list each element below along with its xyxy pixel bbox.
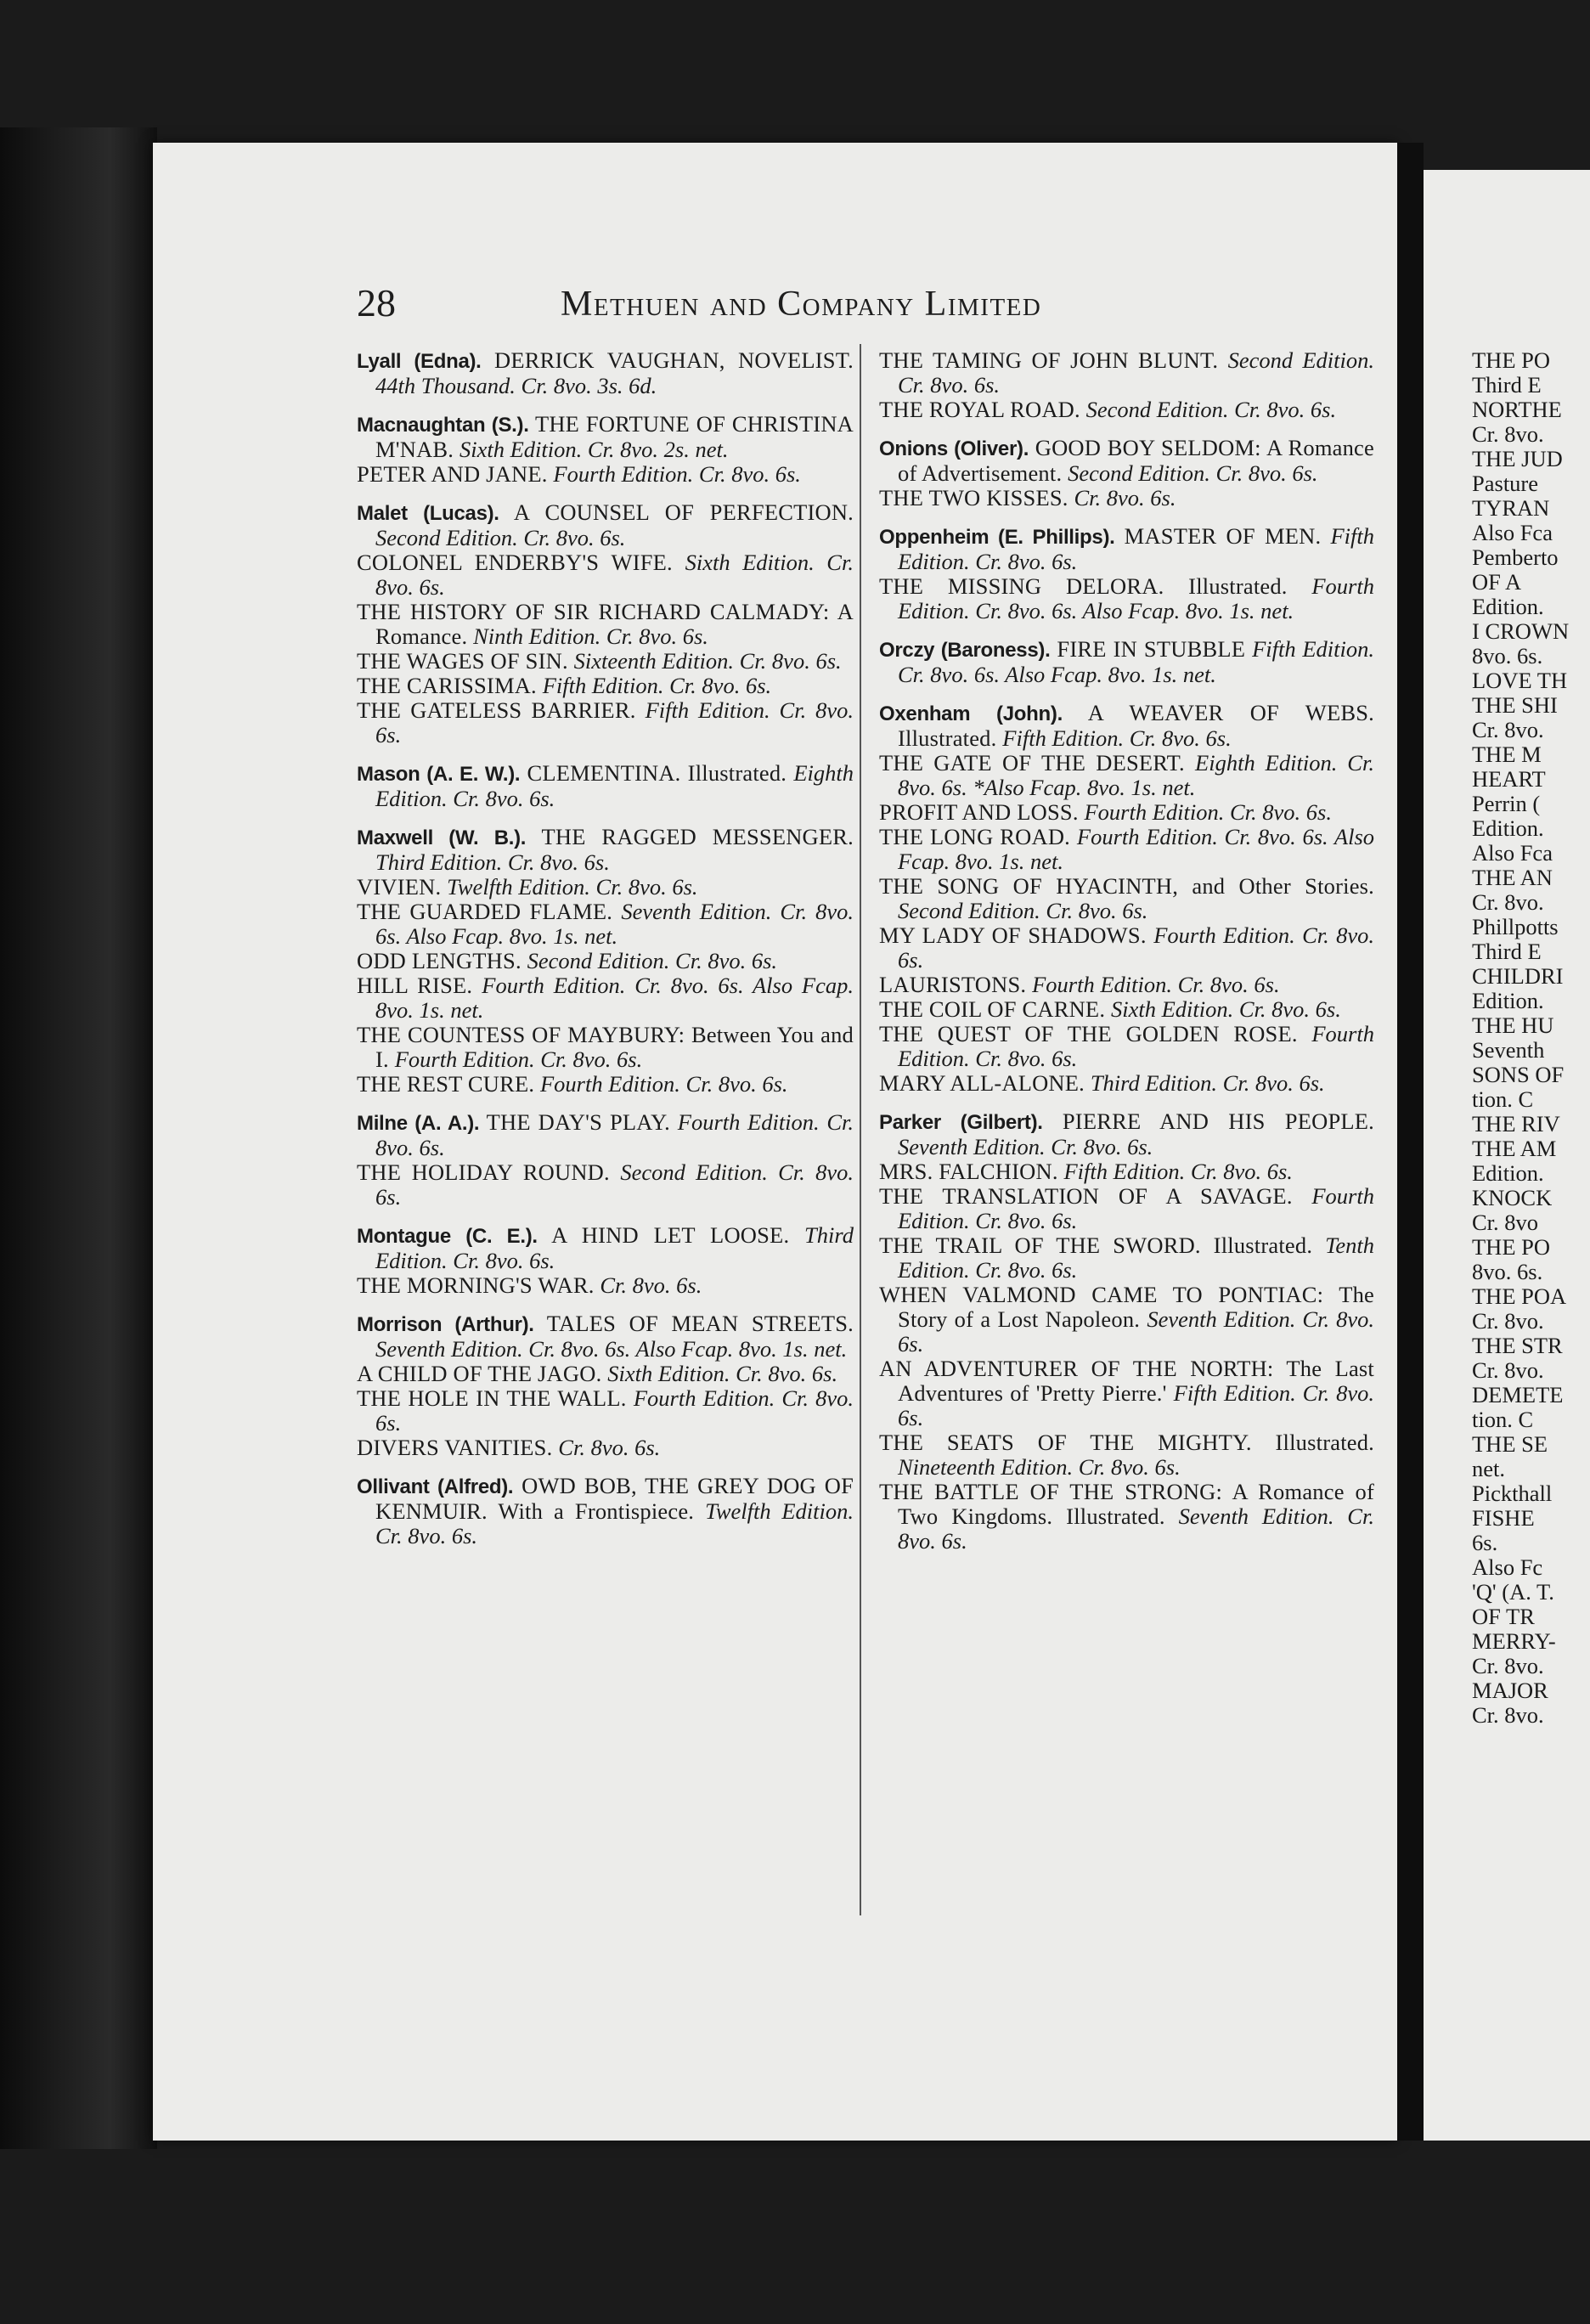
- catalogue-entry: [357, 1386, 854, 1436]
- fragment-line: OF A: [1472, 569, 1522, 595]
- edition-details: Fifth Edition. Cr. 8vo. 6s.: [375, 697, 854, 747]
- author-entry: [357, 348, 854, 398]
- book-title: PROFIT AND LOSS.: [879, 799, 1085, 825]
- author-name: Lyall (Edna).: [357, 350, 482, 373]
- edition-details: Fourth Edition. Cr. 8vo. 6s. Also Fcap. 8vo. 1s. net.: [898, 573, 1374, 623]
- book-title: A COUNSEL OF PERFECTION.: [499, 499, 854, 525]
- edition-details: Second Edition. Cr. 8vo. 6s.: [527, 948, 778, 973]
- edition-details: Sixth Edition. Cr. 8vo. 6s.: [375, 550, 854, 600]
- edition-details: Fifth Edition. Cr. 8vo. 6s. Also Fcap. 8vo. 1s. net.: [898, 636, 1374, 687]
- fragment-line: Pickthall: [1472, 1481, 1553, 1506]
- edition-details: Fifth Edition. Cr. 8vo. 6s.: [1063, 1159, 1293, 1184]
- book-title: THE DAY'S PLAY.: [479, 1109, 678, 1135]
- author-entry: [357, 500, 854, 550]
- book-title: THE LONG ROAD.: [879, 824, 1077, 849]
- book-title: MY LADY OF SHADOWS.: [879, 922, 1154, 948]
- catalogue-column-3-fragment: [1472, 348, 1590, 1728]
- author-name: Maxwell (W. B.).: [357, 826, 527, 849]
- edition-details: Third Edition. Cr. 8vo. 6s.: [375, 1222, 854, 1273]
- fragment-line: THE JUD: [1472, 446, 1563, 471]
- fragment-line: CHILDRI: [1472, 963, 1564, 989]
- fragment-line: Edition.: [1472, 815, 1544, 841]
- fragment-line: tion. C: [1472, 1086, 1534, 1112]
- edition-details: Third Edition. Cr. 8vo. 6s.: [1090, 1070, 1325, 1096]
- book-title: THE TRAIL OF THE SWORD. Illustrated.: [879, 1233, 1326, 1258]
- author-entry: [879, 637, 1374, 687]
- edition-details: Ninth Edition. Cr. 8vo. 6s.: [473, 623, 708, 649]
- catalogue-entry: [357, 1160, 854, 1210]
- book-title: TALES OF MEAN STREETS.: [533, 1311, 854, 1336]
- fragment-line: THE RIV: [1472, 1111, 1560, 1137]
- author-entry: [357, 1110, 854, 1160]
- book-title: THE QUEST OF THE GOLDEN ROSE.: [879, 1021, 1312, 1046]
- fragment-line: Edition.: [1472, 1160, 1544, 1186]
- fragment-line: Also Fc: [1472, 1554, 1543, 1580]
- catalogue-entry: [879, 486, 1374, 510]
- edition-details: Fourth Edition. Cr. 8vo. 6s.: [898, 922, 1374, 973]
- edition-details: Second Edition. Cr. 8vo. 6s.: [375, 1159, 854, 1210]
- fragment-line: 'Q' (A. T.: [1472, 1579, 1554, 1605]
- book-title: THE GATE OF THE DESERT.: [879, 750, 1196, 776]
- page-gutter: [1397, 143, 1424, 2141]
- catalogue-entry: [879, 997, 1374, 1022]
- fragment-line: FISHE: [1472, 1505, 1535, 1531]
- book-title: THE RAGGED MESSENGER.: [526, 824, 854, 849]
- catalogue-entry: [357, 1362, 854, 1386]
- author-entry: [357, 825, 854, 875]
- page-number: 28: [357, 281, 396, 324]
- fragment-line: Also Fca: [1472, 840, 1553, 866]
- author-name: Mason (A. E. W.).: [357, 763, 521, 786]
- fragment-line: MERRY-: [1472, 1628, 1556, 1654]
- edition-details: Second Edition. Cr. 8vo. 6s.: [375, 525, 626, 550]
- author-name: Ollivant (Alfred).: [357, 1475, 514, 1498]
- edition-details: Sixth Edition. Cr. 8vo. 6s.: [1110, 996, 1341, 1022]
- catalogue-entry: [879, 973, 1374, 997]
- author-name: Orczy (Baroness).: [879, 639, 1051, 662]
- fragment-line: Cr. 8vo: [1472, 1210, 1539, 1235]
- book-title: PIERRE AND HIS PEOPLE.: [1042, 1108, 1374, 1134]
- fragment-line: THE AN: [1472, 865, 1553, 890]
- column-rule: [860, 344, 861, 1915]
- edition-details: Eighth Edition. Cr. 8vo. 6s.: [375, 760, 854, 811]
- catalogue-entry: [879, 1022, 1374, 1071]
- book-title: A WEAVER OF WEBS. Illustrated.: [898, 700, 1374, 751]
- author-name: Oxenham (John).: [879, 702, 1063, 725]
- book-title: HILL RISE.: [357, 973, 482, 998]
- book-title: DIVERS VANITIES.: [357, 1435, 559, 1460]
- catalogue-entry: [357, 649, 854, 674]
- author-entry: [357, 1311, 854, 1362]
- catalogue-entry: [357, 1023, 854, 1072]
- book-title: COLONEL ENDERBY'S WIFE.: [357, 550, 685, 575]
- fragment-line: Edition.: [1472, 594, 1544, 619]
- fragment-line: Third E: [1472, 372, 1542, 398]
- fragment-line: THE PO: [1472, 347, 1551, 373]
- book-title: WHEN VALMOND CAME TO PONTIAC: The Story of a Lost Napoleon.: [879, 1282, 1374, 1332]
- author-entry: [879, 524, 1374, 574]
- edition-details: Cr. 8vo. 6s.: [558, 1435, 661, 1460]
- author-entry: [357, 761, 854, 811]
- author-entry: [357, 412, 854, 462]
- catalogue-entry: [879, 1430, 1374, 1480]
- author-name: Oppenheim (E. Phillips).: [879, 526, 1115, 549]
- edition-details: Tenth Edition. Cr. 8vo. 6s.: [898, 1233, 1374, 1283]
- fragment-line: HEART: [1472, 766, 1546, 792]
- edition-details: Fourth Edition. Cr. 8vo. 6s. Also Fcap. 8vo. 1s. net.: [375, 973, 854, 1023]
- book-title: THE HOLIDAY ROUND.: [357, 1159, 621, 1185]
- fragment-line: Cr. 8vo.: [1472, 1308, 1544, 1334]
- fragment-line: 8vo. 6s.: [1472, 643, 1543, 668]
- catalogue-entry: [879, 574, 1374, 623]
- book-title: THE GATELESS BARRIER.: [357, 697, 646, 723]
- catalogue-entry: [357, 698, 854, 747]
- book-title: AN ADVENTURER OF THE NORTH: The Last Adventures of 'Pretty Pierre.': [879, 1356, 1374, 1406]
- catalogue-entry: [357, 900, 854, 949]
- catalogue-entry: [879, 1233, 1374, 1283]
- catalogue-entry: [879, 1184, 1374, 1233]
- edition-details: Fifth Edition. Cr. 8vo. 6s.: [1002, 725, 1232, 751]
- edition-details: Eighth Edition. Cr. 8vo. 6s. *Also Fcap. 8vo. 1s. net.: [898, 750, 1374, 800]
- edition-details: Sixteenth Edition. Cr. 8vo. 6s.: [573, 648, 842, 674]
- catalogue-entry: [357, 1273, 854, 1298]
- fragment-line: Cr. 8vo.: [1472, 421, 1544, 447]
- book-title: THE FORTUNE OF CHRISTINA M'NAB.: [375, 411, 854, 462]
- book-title: FIRE IN STUBBLE: [1050, 636, 1253, 662]
- edition-details: Seventh Edition. Cr. 8vo. 6s.: [898, 1134, 1153, 1159]
- author-name: Malet (Lucas).: [357, 502, 499, 525]
- edition-details: Fourth Edition. Cr. 8vo. 6s.: [898, 1183, 1374, 1233]
- edition-details: Seventh Edition. Cr. 8vo. 6s. Also Fcap. 8vo. 1s. net.: [375, 899, 854, 949]
- catalogue-entry: [357, 1072, 854, 1097]
- book-title: THE COIL OF CARNE.: [879, 996, 1111, 1022]
- catalogue-entry: [357, 973, 854, 1023]
- edition-details: Seventh Edition. Cr. 8vo. 6s. Also Fcap. 8vo. 1s. net.: [375, 1336, 848, 1362]
- catalogue-entry: [879, 1480, 1374, 1554]
- catalogue-entry: [879, 348, 1374, 398]
- edition-details: Cr. 8vo. 6s.: [1074, 485, 1176, 510]
- edition-details: Sixth Edition. Cr. 8vo. 6s.: [607, 1361, 838, 1386]
- edition-details: Second Edition. Cr. 8vo. 6s.: [1068, 460, 1318, 486]
- fragment-line: Cr. 8vo.: [1472, 717, 1544, 742]
- book-title: MARY ALL-ALONE.: [879, 1070, 1091, 1096]
- book-title: THE GUARDED FLAME.: [357, 899, 622, 924]
- book-title: THE COUNTESS OF MAYBURY: Between You and I.: [357, 1022, 854, 1072]
- catalogue-entry: [879, 1159, 1374, 1184]
- edition-details: Fourth Edition. Cr. 8vo. 6s.: [553, 461, 801, 487]
- catalogue-column-1: [357, 348, 854, 1548]
- fragment-line: Cr. 8vo.: [1472, 1653, 1544, 1678]
- catalogue-column-2: [879, 348, 1374, 1554]
- edition-details: Second Edition. Cr. 8vo. 6s.: [1085, 397, 1337, 422]
- fragment-line: Edition.: [1472, 988, 1544, 1013]
- fragment-line: MAJOR: [1472, 1678, 1548, 1703]
- fragment-line: Phillpotts: [1472, 914, 1559, 939]
- book-title: THE SEATS OF THE MIGHTY. Illustrated.: [879, 1430, 1374, 1455]
- book-title: ODD LENGTHS.: [357, 948, 527, 973]
- fragment-line: SONS OF: [1472, 1062, 1565, 1087]
- fragment-line: Also Fca: [1472, 520, 1553, 545]
- edition-details: Second Edition. Cr. 8vo. 6s.: [898, 347, 1374, 398]
- edition-details: Fourth Edition. Cr. 8vo. 6s. Also Fcap. 8vo. 1s. net.: [898, 824, 1375, 874]
- edition-details: Fifth Edition. Cr. 8vo. 6s.: [542, 673, 772, 698]
- fragment-line: Cr. 8vo.: [1472, 889, 1544, 915]
- catalogue-entry: [879, 1283, 1374, 1357]
- book-title: THE CARISSIMA.: [357, 673, 543, 698]
- fragment-line: Third E: [1472, 939, 1542, 964]
- catalogue-entry: [879, 1071, 1374, 1096]
- edition-details: Fifth Edition. Cr. 8vo. 6s.: [898, 1380, 1374, 1430]
- book-title: THE MISSING DELORA. Illustrated.: [879, 573, 1312, 599]
- book-title: THE TRANSLATION OF A SAVAGE.: [879, 1183, 1312, 1209]
- edition-details: Third Edition. Cr. 8vo. 6s.: [375, 849, 610, 875]
- running-head: [357, 280, 1206, 331]
- fragment-line: Cr. 8vo.: [1472, 1357, 1544, 1383]
- fragment-line: THE AM: [1472, 1136, 1557, 1161]
- book-title: OWD BOB, THE GREY DOG OF KENMUIR. With a Frontispiece.: [375, 1473, 854, 1524]
- fragment-line: I CROWN: [1472, 618, 1570, 644]
- edition-details: 44th Thousand. Cr. 8vo. 3s. 6d.: [375, 373, 657, 398]
- author-entry: [879, 436, 1374, 486]
- book-title: A HIND LET LOOSE.: [537, 1222, 805, 1248]
- book-title: VIVIEN.: [357, 874, 448, 900]
- fragment-line: 8vo. 6s.: [1472, 1259, 1543, 1284]
- running-title: Methuen and Company Limited: [561, 285, 1042, 324]
- book-title: THE MORNING'S WAR.: [357, 1272, 600, 1298]
- book-title: THE TAMING OF JOHN BLUNT.: [879, 347, 1228, 373]
- author-name: Morrison (Arthur).: [357, 1313, 534, 1336]
- fragment-line: 6s.: [1472, 1530, 1498, 1555]
- author-name: Macnaughtan (S.).: [357, 414, 529, 437]
- catalogue-entry: [357, 949, 854, 973]
- book-title: DERRICK VAUGHAN, NOVELIST.: [481, 347, 854, 373]
- author-entry: [879, 1109, 1374, 1159]
- fragment-line: THE POA: [1472, 1283, 1567, 1309]
- fragment-line: Cr. 8vo.: [1472, 1702, 1544, 1728]
- fragment-line: THE HU: [1472, 1013, 1554, 1038]
- author-name: Milne (A. A.).: [357, 1112, 480, 1135]
- fragment-line: DEMETE: [1472, 1382, 1564, 1407]
- edition-details: Second Edition. Cr. 8vo. 6s.: [898, 898, 1148, 923]
- author-entry: [357, 1474, 854, 1548]
- fragment-line: THE M: [1472, 742, 1542, 767]
- book-title: A CHILD OF THE JAGO.: [357, 1361, 608, 1386]
- edition-details: Fourth Edition. Cr. 8vo. 6s.: [394, 1046, 643, 1072]
- fragment-line: tion. C: [1472, 1407, 1534, 1432]
- edition-details: Sixth Edition. Cr. 8vo. 2s. net.: [459, 437, 729, 462]
- book-title: THE REST CURE.: [357, 1071, 540, 1097]
- book-title: MRS. FALCHION.: [879, 1159, 1064, 1184]
- edition-details: Fourth Edition. Cr. 8vo. 6s.: [375, 1385, 854, 1436]
- book-title: THE TWO KISSES.: [879, 485, 1074, 510]
- book-title: GOOD BOY SELDOM: A Romance of Advertisement.: [898, 435, 1374, 486]
- author-name: Parker (Gilbert).: [879, 1111, 1043, 1134]
- fragment-line: LOVE TH: [1472, 668, 1568, 693]
- edition-details: Fourth Edition. Cr. 8vo. 6s.: [898, 1021, 1374, 1071]
- catalogue-entry: [879, 751, 1374, 800]
- edition-details: Fifth Edition. Cr. 8vo. 6s.: [898, 523, 1374, 574]
- edition-details: Twelfth Edition. Cr. 8vo. 6s.: [447, 874, 698, 900]
- fragment-line: net.: [1472, 1456, 1505, 1481]
- book-spine: [0, 127, 157, 2149]
- fragment-line: THE STR: [1472, 1333, 1563, 1358]
- book-title: THE BATTLE OF THE STRONG: A Romance of Two Kingdoms. Illustrated.: [879, 1479, 1374, 1529]
- edition-details: Seventh Edition. Cr. 8vo. 6s.: [898, 1306, 1374, 1357]
- fragment-line: Pasture: [1472, 471, 1539, 496]
- fragment-line: TYRAN: [1472, 495, 1550, 521]
- catalogue-entry: [879, 1357, 1374, 1430]
- edition-details: Fourth Edition. Cr. 8vo. 6s.: [1084, 799, 1332, 825]
- catalogue-entry: [357, 462, 854, 487]
- fragment-line: Perrin (: [1472, 791, 1541, 816]
- author-entry: [879, 701, 1374, 751]
- book-title: LAURISTONS.: [879, 972, 1033, 997]
- fragment-line: OF TR: [1472, 1604, 1535, 1629]
- fragment-line: KNOCK: [1472, 1185, 1553, 1210]
- catalogue-entry: [357, 875, 854, 900]
- fragment-line: Seventh: [1472, 1037, 1545, 1063]
- edition-details: Twelfth Edition. Cr. 8vo. 6s.: [375, 1498, 854, 1548]
- edition-details: Nineteenth Edition. Cr. 8vo. 6s.: [898, 1454, 1181, 1480]
- catalogue-entry: [357, 674, 854, 698]
- fragment-line: THE PO: [1472, 1234, 1551, 1260]
- edition-details: Seventh Edition. Cr. 8vo. 6s.: [898, 1503, 1374, 1554]
- catalogue-entry: [357, 1436, 854, 1460]
- book-title: CLEMENTINA. Illustrated.: [520, 760, 794, 786]
- catalogue-entry: [879, 874, 1374, 923]
- book-title: THE HOLE IN THE WALL.: [357, 1385, 634, 1411]
- catalogue-entry: [357, 550, 854, 600]
- edition-details: Fourth Edition. Cr. 8vo. 6s.: [375, 1109, 854, 1160]
- catalogue-entry: [357, 600, 854, 649]
- edition-details: Fourth Edition. Cr. 8vo. 6s.: [540, 1071, 788, 1097]
- catalogue-entry: [879, 923, 1374, 973]
- book-title: THE WAGES OF SIN.: [357, 648, 574, 674]
- fragment-line: THE SE: [1472, 1431, 1548, 1457]
- book-title: THE HISTORY OF SIR RICHARD CALMADY: A Romance.: [357, 599, 854, 649]
- book-title: PETER AND JANE.: [357, 461, 554, 487]
- fragment-line: NORTHE: [1472, 397, 1562, 422]
- catalogue-entry: [879, 398, 1374, 422]
- book-title: MASTER OF MEN.: [1114, 523, 1331, 549]
- fragment-line: Pemberto: [1472, 544, 1559, 570]
- edition-details: Cr. 8vo. 6s.: [600, 1272, 702, 1298]
- edition-details: Fourth Edition. Cr. 8vo. 6s.: [1032, 972, 1280, 997]
- book-title: THE ROYAL ROAD.: [879, 397, 1086, 422]
- fragment-line: THE SHI: [1472, 692, 1558, 718]
- book-title: THE SONG OF HYACINTH, and Other Stories.: [879, 873, 1374, 899]
- catalogue-entry: [879, 825, 1374, 874]
- author-name: Onions (Oliver).: [879, 437, 1029, 460]
- author-entry: [357, 1223, 854, 1273]
- author-name: Montague (C. E.).: [357, 1225, 538, 1248]
- catalogue-entry: [879, 800, 1374, 825]
